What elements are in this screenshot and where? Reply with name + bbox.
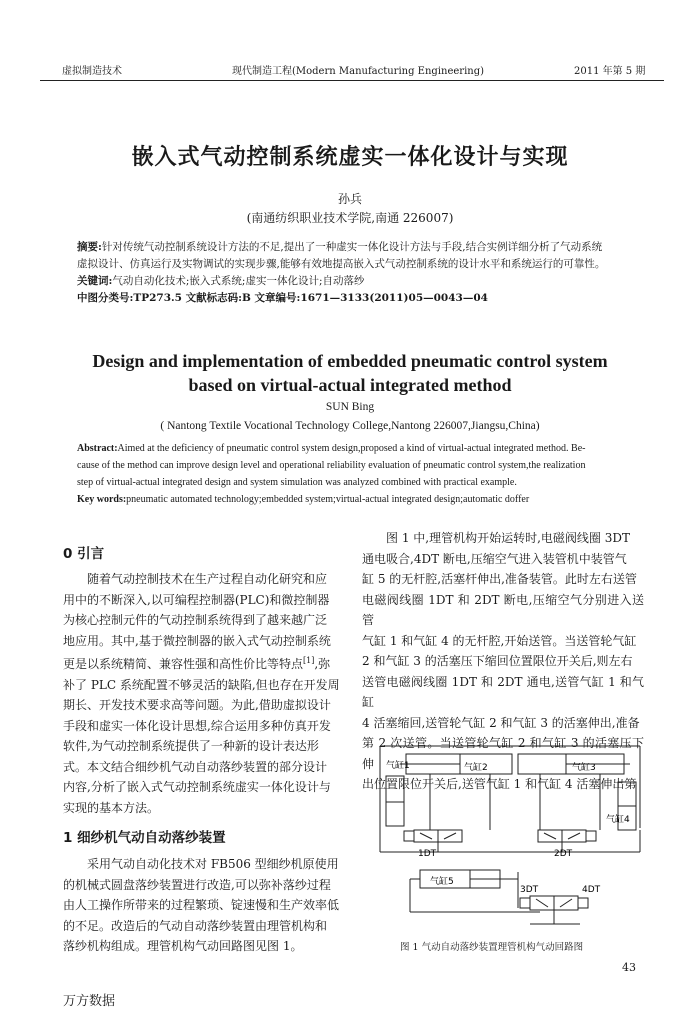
right-para-line: 气缸 1 和气缸 4 的无杆腔,开始送管。当送管轮气缸 [362,633,637,648]
para1-line: 为核心控制元件的气动控制系统得到了越来越广泛 [63,613,328,627]
section-1-heading: 1 细纱机气动自动落纱装置 [63,830,226,846]
figure-1-caption: 图 1 气动自动落纱装置理管机构气动回路图 [400,942,584,953]
label-cylinder-3: 气缸3 [572,763,596,773]
label-1dt: 1DT [418,849,437,859]
header-rule [40,80,664,81]
paper-title-en-line2: based on virtual-actual integrated method [188,375,512,395]
valve-arrow [544,833,556,839]
para2-line: 的不足。改造后的气动自动落纱装置由理管机构和 [63,918,328,933]
affiliation-en: ( Nantong Textile Vocational Technology College,Nantong 226007,Jiangsu,China) [160,420,540,432]
para1-line: 用中的不断深入,以可编程控制器(PLC)和微控制器 [63,592,330,607]
abstract-cn [77,239,637,307]
label-cylinder-1: 气缸1 [386,761,410,771]
valve-arrow [536,899,548,907]
running-header-journal: 现代制造工程(Modern Manufacturing Engineering) [232,66,485,77]
para2-line: 的机械式圆盘落纱装置进行改造,可以弥补落纱过程 [63,877,331,892]
para1-line: 随着气动控制技术在生产过程自动化研究和应 [87,572,328,586]
keywords-cn-label: 关键词: [77,275,113,287]
right-para-line: 送管电磁阀线圈 1DT 和 2DT 通电,送管气缸 1 和气缸 [362,674,644,709]
citation-mark: [1] [303,656,315,665]
keywords-en-label: Key words: [77,494,127,505]
valve-arrow [444,833,456,839]
para1-line: 地应用。其中,基于微控制器的嵌入式气动控制系统 [63,633,331,648]
right-para-line: 电磁阀线圈 1DT 和 2DT 断电,压缩空气分别进入送管 [362,592,644,627]
valve-3dt-solenoid [520,898,530,908]
keywords-en-text: pneumatic automated technology;embedded system;virtual-actual integrated design;automatic doffer [126,494,530,505]
author-en: SUN Bing [325,401,375,413]
para1-line-tail: ,弥 [314,657,331,671]
abstract-en [77,440,637,508]
para1-line: 期长、开发技术要求高等问题。为此,借助虚拟设计 [63,698,331,712]
para1-line: 式。本文结合细纱机气动自动落纱装置的部分设计 [63,759,328,774]
affiliation-cn: (南通纺织职业技术学院,南通 226007) [246,211,454,225]
page-number: 43 [622,961,636,974]
para2-line: 落纱机构组成。理管机构气动回路图见图 1。 [63,939,303,953]
right-para-line: 出位置限位开关后,送管气缸 1 和气缸 4 活塞伸出第 [362,777,637,791]
right-para-line: 图 1 中,理管机构开始运转时,电磁阀线圈 3DT [386,531,630,545]
para1-line: 内容,分析了嵌入式气动控制系统虚实一体化设计与 [63,780,331,794]
para2-line: 由人工操作所带来的过程繁琐、锭速慢和生产效率低 [63,898,340,912]
abstract-cn-line1: 针对传统气动控制系统设计方法的不足,提出了一种虚实一体化设计方法与手段,结合实例详细分析了气动系统 [101,241,603,253]
cylinder-1-body [386,776,404,826]
right-para-line: 缸 5 的无杆腔,活塞杆伸出,准备装管。此时左右送管 [362,572,637,586]
footer-brand: 万方数据 [63,994,116,1009]
right-para-line: 2 和气缸 3 的活塞压下缩回位置限位开关后,则左右 [362,654,633,668]
abstract-en-line3: step of virtual-actual integrated design and system simulation was analyzed combined with practical example. [77,477,517,488]
para1-line: 软件,为气动控制系统提供了一种新的设计表达形 [63,739,319,753]
author-cn: 孙兵 [337,192,362,206]
label-cylinder-2: 气缸2 [464,763,488,773]
label-cylinder-5: 气缸5 [430,877,454,887]
figure-1-pneumatic-circuit [370,732,650,932]
valve-arrow [568,833,580,839]
para2-line: 采用气动自动化技术对 FB506 型细纱机原使用 [87,857,339,871]
keywords-cn-text: 气动自动化技术;嵌入式系统;虚实一体化设计;自动落纱 [112,275,365,287]
valve-arrow [420,833,432,839]
running-header-left: 虚拟制造技术 [62,66,122,77]
label-3dt: 3DT [520,885,539,895]
abstract-cn-label: 摘要: [77,241,102,253]
running-header-issue: 2011 年第 5 期 [574,66,646,77]
abstract-cn-line2: 虚拟设计、仿真运行及实物调试的实现步骤,能够有效地提高嵌入式气动控制系统的设计水平和系统运行的可靠性。 [77,258,606,270]
para1-line: 补了 PLC 系统配置不够灵活的缺陷,但也存在开发周 [63,677,340,692]
valve-4dt-solenoid [578,898,588,908]
right-para-line: 通电吸合,4DT 断电,压缩空气进入装管机中装管气 [362,551,627,566]
abstract-en-line2: cause of the method can improve design level and operational reliability evaluation of pneumatic control system,the realization [77,460,586,471]
right-para-line: 4 活塞缩回,送管轮气缸 2 和气缸 3 的活塞伸出,准备 [362,715,640,730]
classification-line: 中图分类号:TP273.5 文献标志码:B 文章编号:1671—3133(2011)05—0043—04 [77,292,488,304]
valve-2dt-solenoid [586,831,596,841]
valve-arrow [560,899,572,907]
paper-title-cn: 嵌入式气动控制系统虚实一体化设计与实现 [131,145,569,170]
abstract-en-line1: Aimed at the deficiency of pneumatic control system design,proposed a kind of virtual-actual integrated method. Be- [117,443,586,454]
label-4dt: 4DT [582,885,601,895]
label-cylinder-4: 气缸4 [606,815,630,825]
section-0-heading: 0 引言 [63,546,105,562]
right-para-line: 第 2 次送管。当送管轮气缸 2 和气缸 3 的活塞压下伸 [362,736,644,771]
para1-line: 手段和虚实一体化设计思想,综合运用多种仿真开发 [63,718,331,733]
left-col-para2 [63,854,351,957]
para1-line: 更是以系统精简、兼容性强和高性价比等特点 [63,657,304,671]
label-2dt: 2DT [554,849,573,859]
left-col-para1 [63,569,351,818]
abstract-en-label: Abstract: [77,443,118,454]
para1-line: 实现的基本方法。 [63,800,160,815]
paper-title-en-line1: Design and implementation of embedded pneumatic control system [92,351,608,371]
valve-1dt-solenoid [404,831,414,841]
